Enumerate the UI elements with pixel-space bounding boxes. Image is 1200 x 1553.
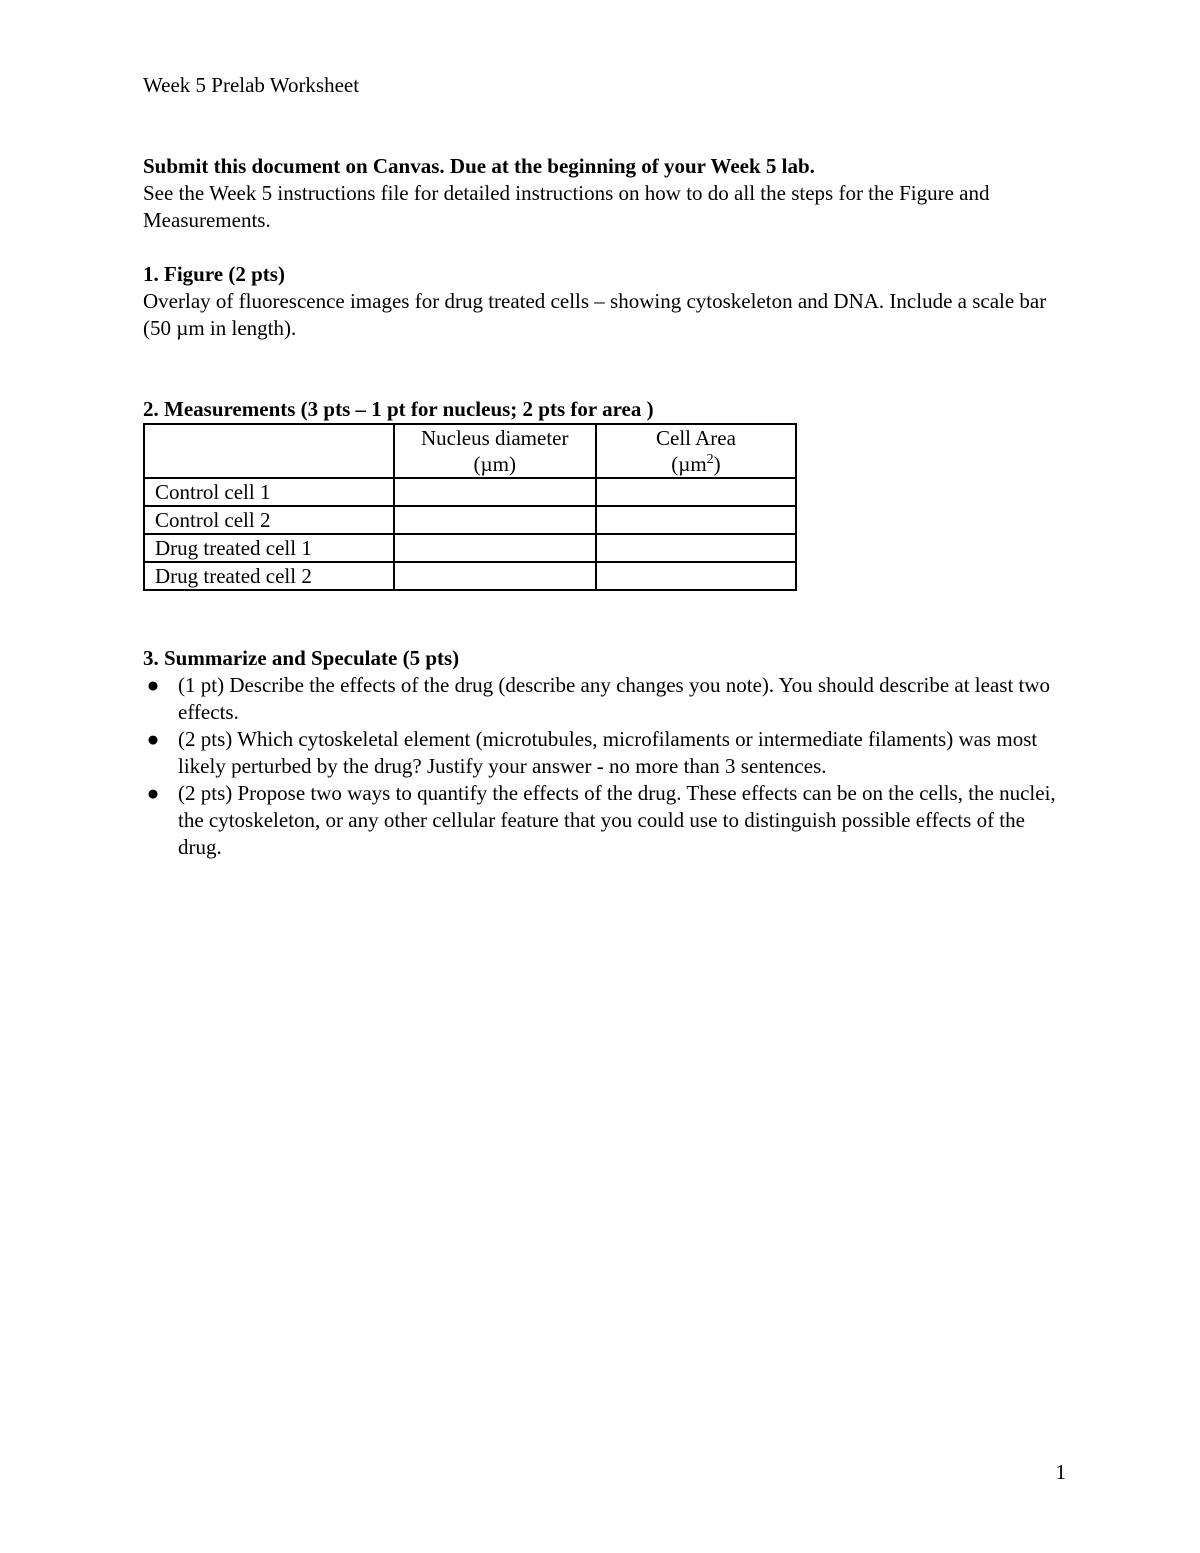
cell-area-entry[interactable] [596,534,796,562]
table-row [144,506,796,534]
spacer [143,342,1073,396]
summary-question-list [143,672,1073,861]
document-header: Week 5 Prelab Worksheet [143,73,360,97]
cell-area-entry[interactable] [596,506,796,534]
page-number: 1 [1055,1460,1066,1484]
list-item [143,672,1073,726]
bullet-icon: ● [146,781,160,805]
list-item-text: (2 pts) Propose two ways to quantify the effects of the drug. These effects can be on the cells, the nuclei, the cytoskeleton, or any other cellular feature that you could use to distinguish possible effects of the drug. [178,781,1056,859]
document-page [143,72,1073,861]
bullet-icon: ● [146,673,160,697]
column-header-unit: (µm [671,452,707,476]
section-1-heading: 1. Figure (2 pts) [143,262,285,286]
nucleus-diameter-entry[interactable] [394,562,596,590]
spacer [143,234,1073,261]
bullet-icon: ● [146,727,160,751]
table-row [144,534,796,562]
nucleus-diameter-entry[interactable] [394,506,596,534]
section-2-heading: 2. Measurements (3 pts – 1 pt for nucleus; 2 pts for area ) [143,397,654,421]
unit-superscript: 2 [706,452,714,467]
row-label: Control cell 2 [144,506,394,534]
row-label: Drug treated cell 2 [144,562,394,590]
column-header-cell-area [596,424,796,478]
column-header-unit: (µm) [473,452,516,476]
spacer [143,99,1073,153]
column-header-nucleus-diameter [394,424,596,478]
instructions-reference: See the Week 5 instructions file for detailed instructions on how to do all the steps for the Figure and Measurements. [143,181,990,232]
list-item-text: (2 pts) Which cytoskeletal element (microtubules, microfilaments or intermediate filaments) was most likely perturbed by the drug? Justify your answer - no more than 3 sentences. [178,727,1038,778]
nucleus-diameter-entry[interactable] [394,534,596,562]
spacer [143,591,1073,645]
nucleus-diameter-entry[interactable] [394,478,596,506]
section-3-heading: 3. Summarize and Speculate (5 pts) [143,646,460,670]
table-corner-cell [144,424,394,478]
section-1-body: Overlay of fluorescence images for drug treated cells – showing cytoskeleton and DNA. Include a scale bar (50 µm in length). [143,289,1047,340]
row-label: Drug treated cell 1 [144,534,394,562]
row-label: Control cell 1 [144,478,394,506]
table-row [144,562,796,590]
column-header-unit-close: ) [713,452,721,476]
column-header-label: Cell Area [656,426,736,450]
column-header-label: Nucleus diameter [420,426,569,450]
list-item [143,780,1073,861]
list-item [143,726,1073,780]
measurements-table [143,423,797,591]
cell-area-entry[interactable] [596,562,796,590]
table-header-row [144,424,796,478]
cell-area-entry[interactable] [596,478,796,506]
list-item-text: (1 pt) Describe the effects of the drug (describe any changes you note). You should describe at least two effects. [178,673,1051,724]
table-row [144,478,796,506]
submit-instruction: Submit this document on Canvas. Due at the beginning of your Week 5 lab. [143,154,815,178]
